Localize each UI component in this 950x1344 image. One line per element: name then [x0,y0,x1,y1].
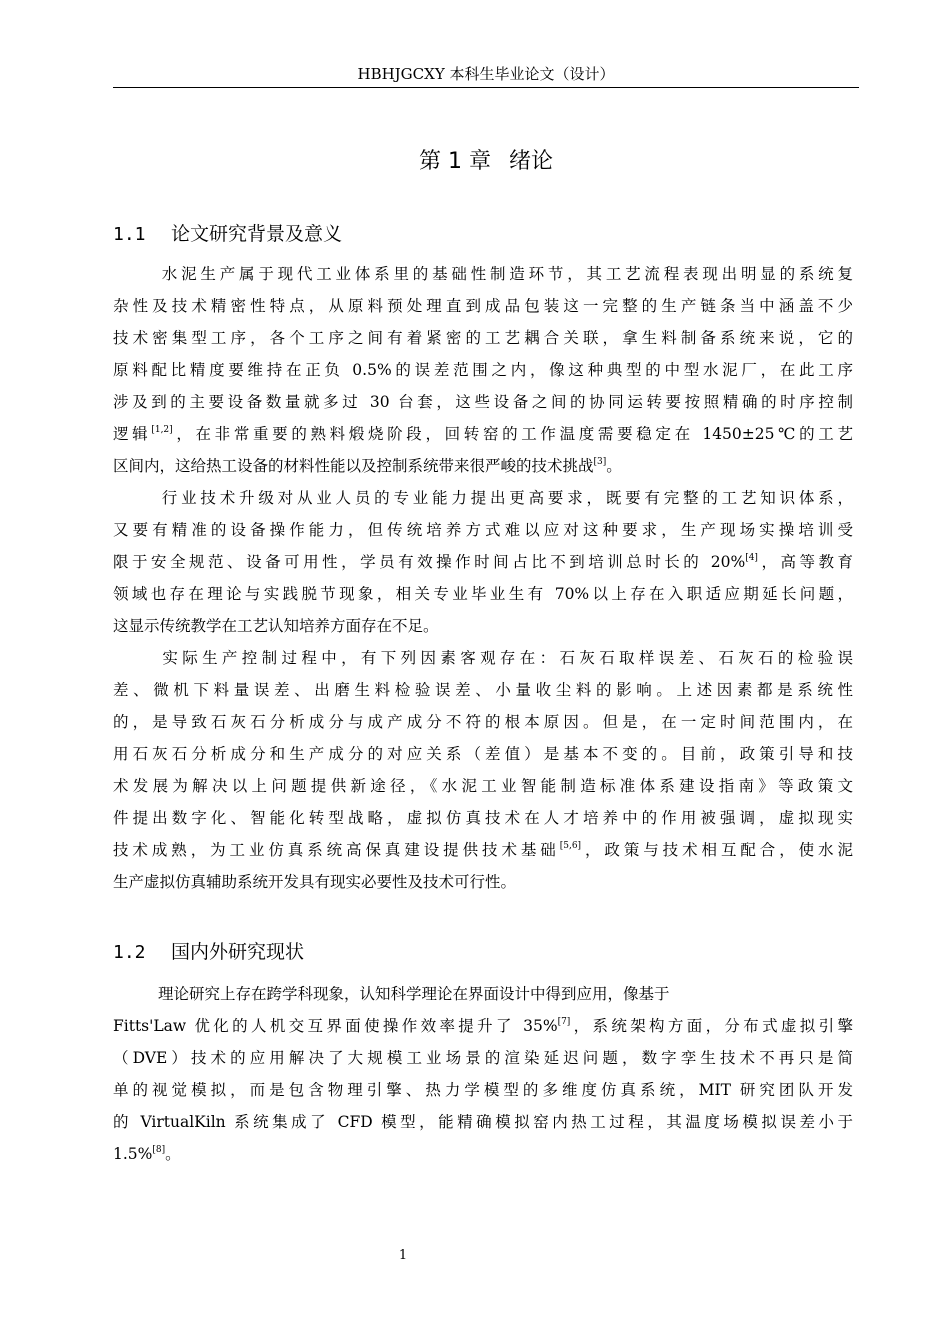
citation: [4] [745,553,758,563]
text-line: 实际生产控制过程中，有下列因素客观存在：石灰石取样误差、石灰石的检验误 [158,649,853,667]
section-number: 1.2 [113,942,146,963]
text-line: 技术成熟，为工业仿真系统高保真建设提供技术基础[5,6]，政策与技术相互配合，使水泥 [113,841,853,859]
text-line: 限于安全规范、设备可用性，学员有效操作时间占比不到培训总时长的 20%[4]，高等教育 [113,553,853,571]
page-header: HBHJGCXY 本科生毕业论文（设计） [113,64,859,88]
section-heading-1-1 [113,219,342,250]
text-line: 技术密集型工序，各个工序之间有着紧密的工艺耦合关联，拿生料制备系统来说，它的 [113,329,853,347]
text-line: 这显示传统教学在工艺认知培养方面存在不足。 [113,617,439,635]
text-line: 差、微机下料量误差、出磨生料检验误差、小量收尘料的影响。上述因素都是系统性 [113,681,853,699]
text-line: 1.5%[8]。 [113,1145,181,1163]
text-line: 生产虚拟仿真辅助系统开发具有现实必要性及技术可行性。 [113,873,517,891]
page-number: 1 [398,1248,408,1263]
paragraph-background-3 [113,642,853,898]
text-line: 用石灰石分析成分和生产成分的对应关系（差值）是基本不变的。目前，政策引导和技 [113,745,853,763]
citation: [1,2] [151,425,173,435]
text-line: 领域也存在理论与实践脱节现象，相关专业毕业生有 70%以上存在入职适应期延长问题， [113,585,853,603]
chapter-title [113,144,859,180]
text-line: 杂性及技术精密性特点，从原料预处理直到成品包装这一完整的生产链条当中涵盖不少 [113,297,853,315]
text-line: 原料配比精度要维持在正负 0.5%的误差范围之内，像这种典型的中型水泥厂，在此工序 [113,361,853,379]
section-number: 1.1 [113,224,146,245]
text-line: 又要有精准的设备操作能力，但传统培养方式难以应对这种要求，生产现场实操培训受 [113,521,853,539]
text-line: 理论研究上存在跨学科现象，认知科学理论在界面设计中得到应用，像基于 [158,985,670,1003]
text-line: 件提出数字化、智能化转型战略，虚拟仿真技术在人才培养中的作用被强调，虚拟现实 [113,809,853,827]
citation: [7] [557,1017,571,1027]
paragraph-background-1 [113,258,853,482]
citation: [3] [593,457,607,467]
text-line: 术发展为解决以上问题提供新途径，《水泥工业智能制造标准体系建设指南》等政策文 [113,777,853,795]
section-title: 国内外研究现状 [171,941,305,963]
text-line: 逻辑[1,2]，在非常重要的熟料煅烧阶段，回转窑的工作温度需要稳定在 1450±25℃的工艺 [113,425,853,443]
paragraph-research-status [113,978,853,1170]
citation: [8] [152,1145,166,1155]
text-line: 区间内，这给热工设备的材料性能以及控制系统带来很严峻的技术挑战[3]。 [113,457,622,475]
text-line: Fitts'Law 优化的人机交互界面使操作效率提升了 35%[7]，系统架构方面，分布式虚拟引擎 [113,1017,853,1035]
text-line: （DVE）技术的应用解决了大规模工业场景的渲染延迟问题，数字孪生技术不再只是简 [113,1049,853,1067]
text-line: 涉及到的主要设备数量就多过 30 台套，这些设备之间的协同运转要按照精确的时序控制 [113,393,853,411]
chapter-name: 绪论 [508,149,553,174]
paragraph-background-2 [113,482,853,642]
text-line: 水泥生产属于现代工业体系里的基础性制造环节，其工艺流程表现出明显的系统复 [158,265,853,283]
chapter-number: 第 1 章 [419,149,491,174]
text-line: 单的视觉模拟，而是包含物理引擎、热力学模型的多维度仿真系统，MIT 研究团队开发 [113,1081,853,1099]
text-line: 的 VirtualKiln 系统集成了 CFD 模型，能精确模拟窑内热工过程，其温度场模拟误差小于 [113,1113,853,1131]
text-line: 的，是导致石灰石分析成分与成产成分不符的根本原因。但是，在一定时间范围内，在 [113,713,853,731]
section-title: 论文研究背景及意义 [171,223,343,245]
citation: [5,6] [559,841,582,851]
section-heading-1-2 [113,937,304,968]
text-line: 行业技术升级对从业人员的专业能力提出更高要求，既要有完整的工艺知识体系， [158,489,853,507]
